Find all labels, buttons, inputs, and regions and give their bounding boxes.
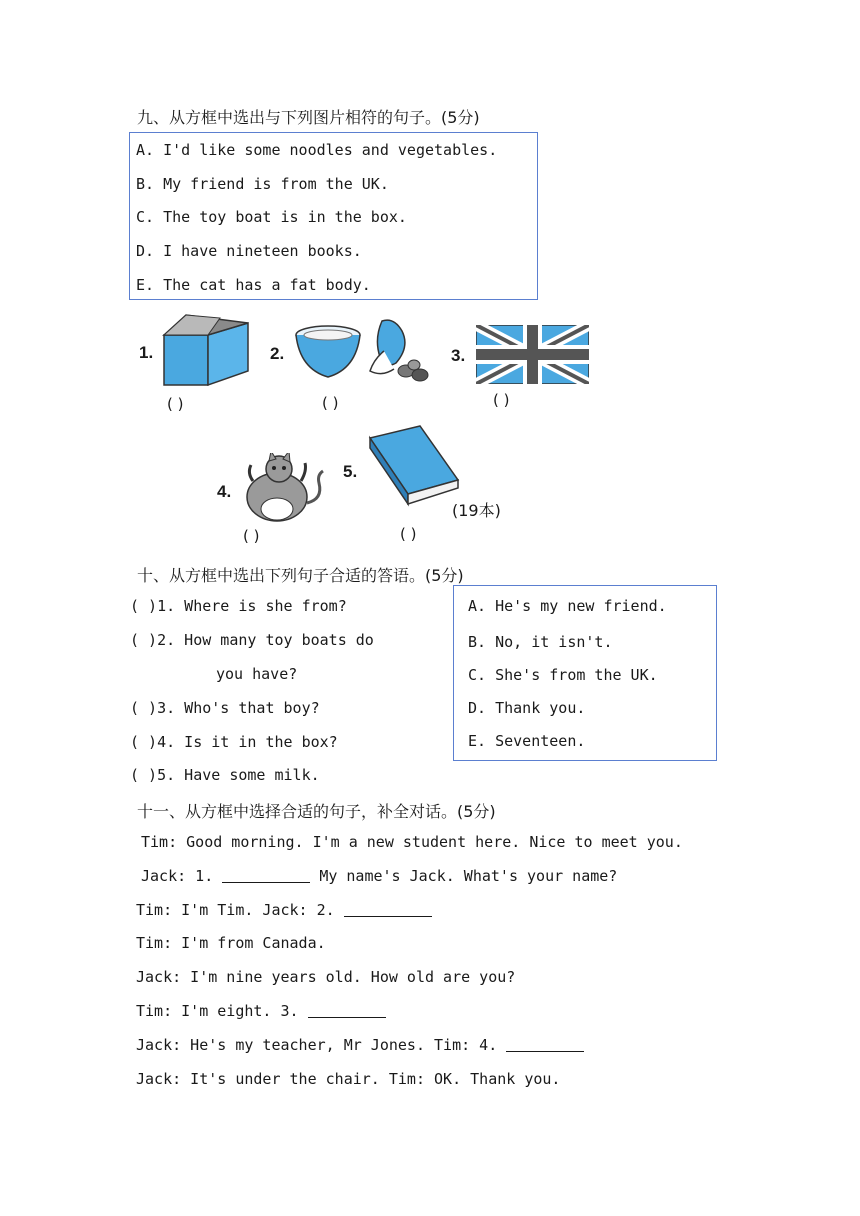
section-10-title: 十、从方框中选出下列句子合适的答语。(5分) [137,566,464,585]
noodle-bowl-and-vegetables-icon [294,317,434,385]
uk-flag-icon [476,325,589,384]
dialogue-line-3 [136,901,432,919]
dialogue-line-4 [136,934,326,952]
dialogue-text: Tim: I'm Tim. Jack: 2. [136,901,335,919]
section-9-option-box [129,132,538,300]
fat-cat-icon [243,453,325,523]
dialogue-line-7 [136,1036,584,1054]
dialogue-text: Tim: Good morning. I'm a new student here. Nice to meet you. [141,833,683,851]
dialogue-text: Jack: I'm nine years old. How old are you? [136,968,516,986]
answer-a: A. He's my new friend. [468,597,667,615]
dialogue-text: Jack: He's my teacher, Mr Jones. Tim: 4. [136,1036,498,1054]
dialogue-line-1 [141,833,683,851]
option-a: A. I'd like some noodles and vegetables. [136,141,498,159]
answer-blank-4[interactable] [506,1036,584,1052]
option-d: D. I have nineteen books. [136,242,362,260]
picture-2-number: 2. [270,344,285,363]
picture-2-answer[interactable]: ( ) [322,394,339,412]
question-2-continued: you have? [216,665,298,683]
question-3: ( )3. Who's that boy? [130,699,320,717]
picture-4-number: 4. [217,482,232,501]
answer-b: B. No, it isn't. [468,633,613,651]
answer-blank-2[interactable] [344,901,432,917]
box-icon [160,313,252,388]
answer-e: E. Seventeen. [468,732,586,750]
dialogue-line-8 [136,1070,560,1088]
book-icon [366,424,462,508]
picture-3-answer[interactable]: ( ) [493,391,510,409]
book-caption: (19本) [452,501,501,520]
section-9-title: 九、从方框中选出与下列图片相符的句子。(5分) [137,108,480,127]
dialogue-text-after: My name's Jack. What's your name? [319,867,618,885]
dialogue-text: Jack: It's under the chair. Tim: OK. Thank you. [136,1070,561,1088]
option-b: B. My friend is from the UK. [136,175,389,193]
picture-1-answer[interactable]: ( ) [167,395,184,413]
question-2: ( )2. How many toy boats do [130,631,374,649]
option-c: C. The toy boat is in the box. [136,208,407,226]
dialogue-line-2 [141,867,617,885]
picture-5-number: 5. [343,462,358,481]
picture-3-number: 3. [451,346,466,365]
dialogue-text: Tim: I'm eight. 3. [136,1002,299,1020]
picture-5-answer[interactable]: ( ) [400,525,417,543]
dialogue-line-6 [136,1002,386,1020]
picture-1-number: 1. [139,343,154,362]
dialogue-text: Tim: I'm from Canada. [136,934,326,952]
answer-blank-3[interactable] [308,1002,386,1018]
question-5: ( )5. Have some milk. [130,766,320,784]
question-1: ( )1. Where is she from? [130,597,347,615]
answer-c: C. She's from the UK. [468,666,658,684]
answer-blank-1[interactable] [222,867,310,883]
dialogue-text: Jack: 1. [141,867,214,885]
picture-4-answer[interactable]: ( ) [243,527,260,545]
answer-d: D. Thank you. [468,699,586,717]
question-4: ( )4. Is it in the box? [130,733,338,751]
section-11-title: 十一、从方框中选择合适的句子，补全对话。(5分) [137,802,496,821]
section-10-answer-box [453,585,717,761]
option-e: E. The cat has a fat body. [136,276,371,294]
dialogue-line-5 [136,968,515,986]
